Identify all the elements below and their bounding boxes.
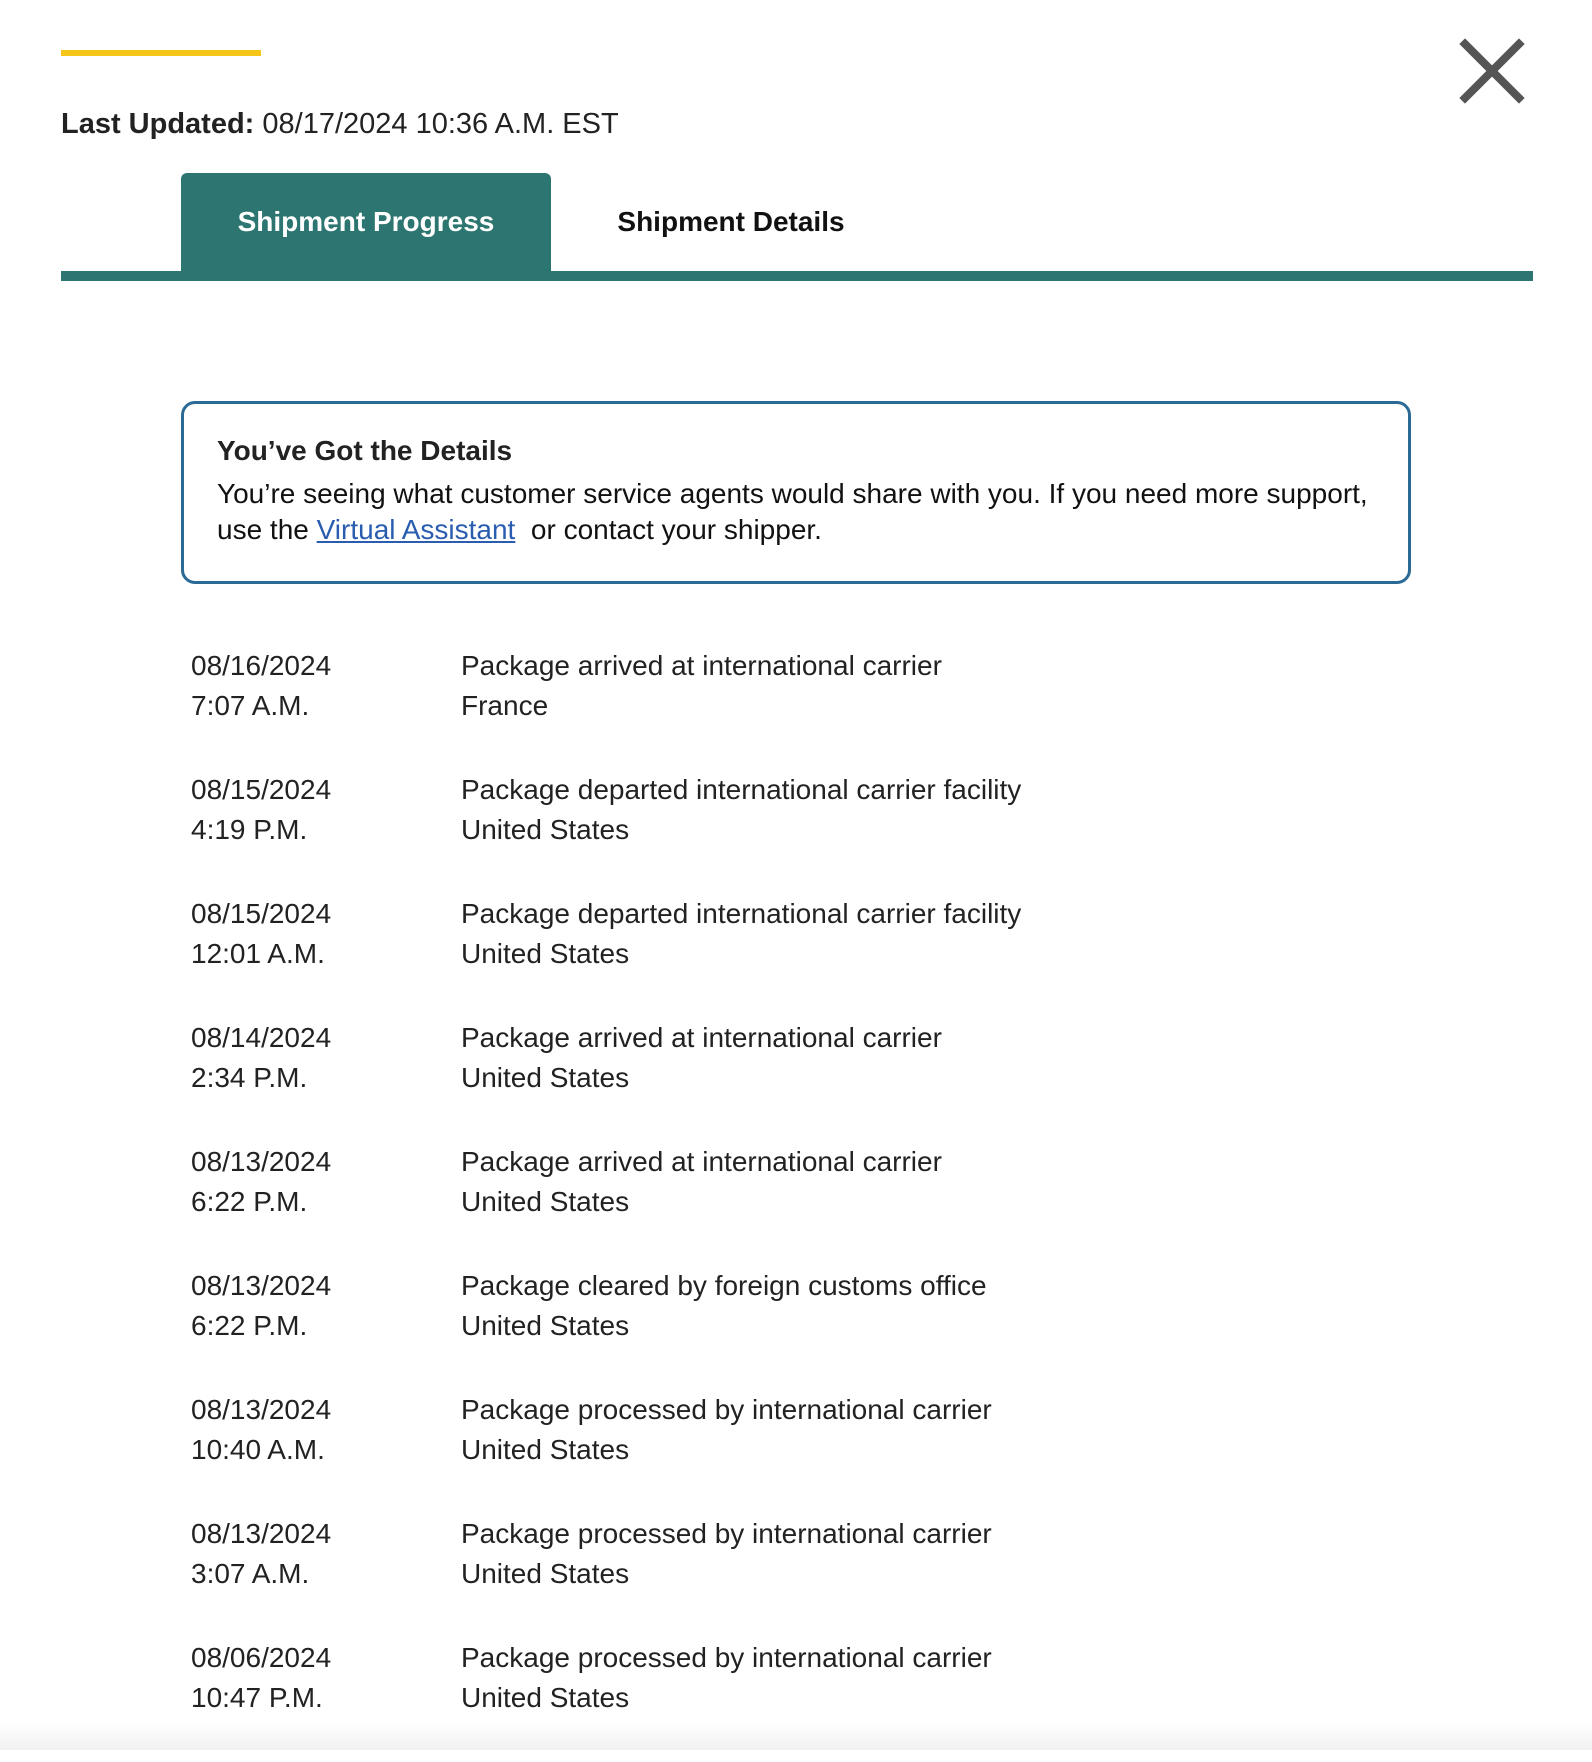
event-location: United States — [461, 1682, 630, 1713]
event-status: Package processed by international carrier — [461, 1518, 992, 1549]
event-datetime — [191, 1390, 461, 1514]
close-button[interactable] — [1455, 34, 1529, 108]
event-location: United States — [461, 1558, 630, 1589]
notice-text-end: or contact your shipper. — [515, 514, 822, 545]
tab-shipment-details[interactable]: Shipment Details — [617, 206, 845, 237]
event-status: Package cleared by foreign customs office — [461, 1270, 987, 1301]
event-location: United States — [461, 814, 630, 845]
notice-title: You’ve Got the Details — [217, 435, 513, 466]
tracking-event — [191, 646, 1391, 770]
info-notice — [181, 401, 1411, 584]
notice-body — [217, 476, 1378, 548]
tracking-event — [191, 1142, 1391, 1266]
tracking-event — [191, 1514, 1391, 1638]
event-location: United States — [461, 1310, 630, 1341]
event-location: France — [461, 690, 549, 721]
event-description — [461, 646, 942, 770]
event-date: 08/13/2024 — [191, 1394, 332, 1425]
event-date: 08/06/2024 — [191, 1642, 332, 1673]
event-time: 4:19 P.M. — [191, 814, 308, 845]
event-description — [461, 770, 1021, 894]
event-time: 12:01 A.M. — [191, 938, 325, 969]
tab-bar — [61, 173, 1533, 281]
event-date: 08/15/2024 — [191, 774, 332, 805]
event-location: United States — [461, 1434, 630, 1465]
event-status: Package processed by international carrier — [461, 1642, 992, 1673]
event-location: United States — [461, 938, 630, 969]
tab-shipment-progress[interactable]: Shipment Progress — [181, 173, 551, 271]
event-date: 08/16/2024 — [191, 650, 332, 681]
event-time: 3:07 A.M. — [191, 1558, 310, 1589]
event-datetime — [191, 894, 461, 1018]
close-icon — [1455, 34, 1529, 108]
event-status: Package arrived at international carrier — [461, 650, 942, 681]
event-datetime — [191, 1018, 461, 1142]
event-description — [461, 894, 1021, 1018]
notice-text: You’re seeing what customer service agents would share with you. If you need more support, use the — [217, 478, 1368, 545]
event-status: Package processed by international carrier — [461, 1394, 992, 1425]
tab-underline — [61, 271, 1533, 281]
event-datetime — [191, 1266, 461, 1390]
event-time: 7:07 A.M. — [191, 690, 310, 721]
last-updated-label: Last Updated: — [61, 108, 255, 140]
event-location: United States — [461, 1186, 630, 1217]
event-time: 6:22 P.M. — [191, 1186, 308, 1217]
last-updated — [61, 106, 619, 142]
event-datetime — [191, 1514, 461, 1638]
event-time: 2:34 P.M. — [191, 1062, 308, 1093]
event-status: Package departed international carrier facility — [461, 774, 1022, 805]
event-status: Package arrived at international carrier — [461, 1022, 942, 1053]
event-description — [461, 1514, 992, 1638]
scroll-fade — [0, 1722, 1592, 1750]
event-description — [461, 1266, 987, 1390]
event-date: 08/14/2024 — [191, 1022, 332, 1053]
last-updated-value: 08/17/2024 10:36 A.M. EST — [262, 108, 619, 140]
virtual-assistant-link[interactable]: Virtual Assistant — [316, 514, 516, 545]
event-datetime — [191, 1142, 461, 1266]
event-datetime — [191, 646, 461, 770]
tracking-events — [191, 646, 1391, 1762]
event-datetime — [191, 770, 461, 894]
event-description — [461, 1142, 942, 1266]
tracking-event — [191, 770, 1391, 894]
event-description — [461, 1018, 942, 1142]
event-date: 08/13/2024 — [191, 1146, 332, 1177]
tracking-event — [191, 1390, 1391, 1514]
event-time: 10:40 A.M. — [191, 1434, 325, 1465]
event-time: 10:47 P.M. — [191, 1682, 323, 1713]
event-description — [461, 1390, 992, 1514]
event-time: 6:22 P.M. — [191, 1310, 308, 1341]
tracking-event — [191, 1018, 1391, 1142]
event-status: Package arrived at international carrier — [461, 1146, 942, 1177]
accent-bar — [61, 50, 261, 56]
tracking-event — [191, 894, 1391, 1018]
event-location: United States — [461, 1062, 630, 1093]
event-date: 08/15/2024 — [191, 898, 332, 929]
tracking-event — [191, 1266, 1391, 1390]
event-status: Package departed international carrier facility — [461, 898, 1022, 929]
event-date: 08/13/2024 — [191, 1518, 332, 1549]
event-date: 08/13/2024 — [191, 1270, 332, 1301]
